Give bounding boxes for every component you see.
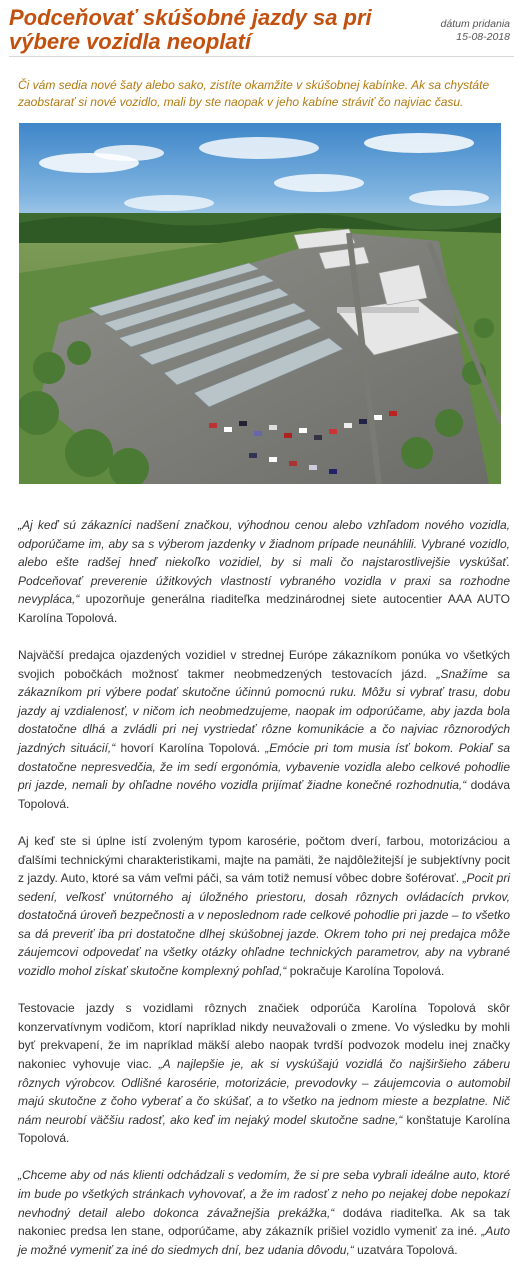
paragraph-2 [18,646,510,813]
article-body [18,516,510,1278]
quote: „Auto je možné vymeniť za iné do siedmych dní, bez udania dôvodu,“ [18,1224,510,1257]
text: dodáva riaditeľka. Ak sa tak nakoniec predsa len stane, odporúčame, aby zákazník prišiel vozidlo vymeniť za iné. [18,1205,510,1239]
quote: „Aj keď sú zákazníci nadšení značkou, výhodnou cenou alebo vzhľadom nového vozidla, odporúčame im, aby sa s výberom jazdenky v žiadnom prípade neunáhlili. Vybrané vozidlo, alebo ešte radšej hneď niekoľko vozidiel, by si mali čo najstarostlivejšie vyskúšať. Podceňovať preverenie úžitkových vlastností vybraného vozidla v praxi sa rozhodne nevypláca,“ [18,518,510,607]
text: hovorí Karolína Topolová. [115,741,266,756]
quote: „Chceme aby od nás klienti odchádzali s vedomím, že si pre seba vybrali ideálne auto, ktoré im bude po všetkých stránkach vyhovovať, a že im radosť z neho po nejakej dobe nepokazí nevhodný detail alebo dokonca závažnejšia prekážka,“ [18,1168,510,1220]
text: Najväčší predajca ojazdených vozidiel v strednej Európe zákazníkom ponúka vo všetkých svojich pobočkách možnosť takmer neobmedzených testovacích jázd. [18,648,510,681]
quote: „Snažíme sa zákazníkom pri výbere podať skutočne účinnú pomocnú ruku. Môžu si vybrať trasu, dobu jazdy aj vzdialenosť, v ničom ich neobmedzujeme, naopak im odporúčame, aby jazda bola dostatočne dlhá a zvládli pri nej vystriedať rôzne komunikácie a čo najviac rôznorodých jazdných situácií,“ [18,666,511,756]
quote: „Emócie pri tom musia ísť bokom. Pokiaľ sa dostatočne nepresvedčia, že im sedí ergonómia, vybavenie vozidla alebo celkové pohodlie pri jazde, nemali by ohľadne nového vozidla prijímať žiadne konečné rozhodnutia,“ [18,741,510,793]
date-value: 15-08-2018 [456,31,510,43]
paragraph-1 [18,516,510,628]
text: Aj keď ste si úplne istí zvoleným typom karosérie, počtom dverí, farbou, motorizáciou a ďalšími technickými charakteristikami, majte na pamäti, že najdôležitejší je subjektívny pocit z jazdy. Auto, ktoré sa vám veľmi páči, sa vám totiž nemusí vôbec dobre šoférovať. [18,833,510,886]
date-info [441,18,510,44]
article-title: Podceňovať skúšobné jazdy sa pri výbere vozidla neoplatí [9,5,372,54]
text: Testovacie jazdy s vozidlami rôznych značiek odporúča Karolína Topolová skôr konzervatívnym vodičom, ktorí napríklad nikdy neuvažovali o zmene. Vo výsledku by mohli byť prekvapení, že im napríklad mäkší alebo naopak tvrdší podvozok modelu inej značky nakoniec vyhovuje viac. [18,1001,510,1071]
paragraph-4 [18,999,510,1148]
article-lead: Či vám sedia nové šaty alebo sako, zistíte okamžite v skúšobnej kabínke. Ak sa chystáte zaobstarať si nové vozidlo, mali by ste naopak v jeho kabíne stráviť čo najviac času. [18,78,490,109]
text: konštatuje Karolína Topolová. [18,1112,510,1146]
paragraph-5 [18,1166,510,1259]
quote: „Pocit pri sedení, veľkosť vnútorného aj úložného priestoru, dosah rôznych ovládacích prvkov, dostatočná úroveň bezpečnosti a v neposlednom rade celkové pohodlie pri jazde – to všetko sa dá preveriť iba pri dostatočne dlhej skúšobnej jazde. Okrem toho pri nej predajca môže záujemcovi odpovedať na všetky otázky ohľadne technických parametrov, aby na vybrané vozidlo mohol získať skutočne komplexný pohľad,“ [18,871,510,979]
article-header [9,0,514,57]
text: dodáva Topolová. [18,778,511,811]
text: pokračuje Karolína Topolová. [286,964,445,979]
article-photo [19,123,501,484]
date-label: dátum pridania [440,18,510,30]
quote: „A najlepšie je, ak si vyskúšajú vozidlá čo najširšieho záberu rôznych výrobcov. Odlišné karosérie, motorizácie, prevodovky – záujemcovia o automobil majú skutočne z čoho vyberať a čo skúšať, a to všetko na jednom mieste a bezplatne. Nič nám neurobí väčšiu radosť, ako keď im nejaký model skutočne sadne,“ [18,1056,510,1127]
text: uzatvára Topolová. [353,1242,458,1257]
paragraph-3 [18,832,510,981]
text: upozorňuje generálna riaditeľka medzinárodnej siete autocentier AAA AUTO Karolína Topolová. [18,592,510,625]
